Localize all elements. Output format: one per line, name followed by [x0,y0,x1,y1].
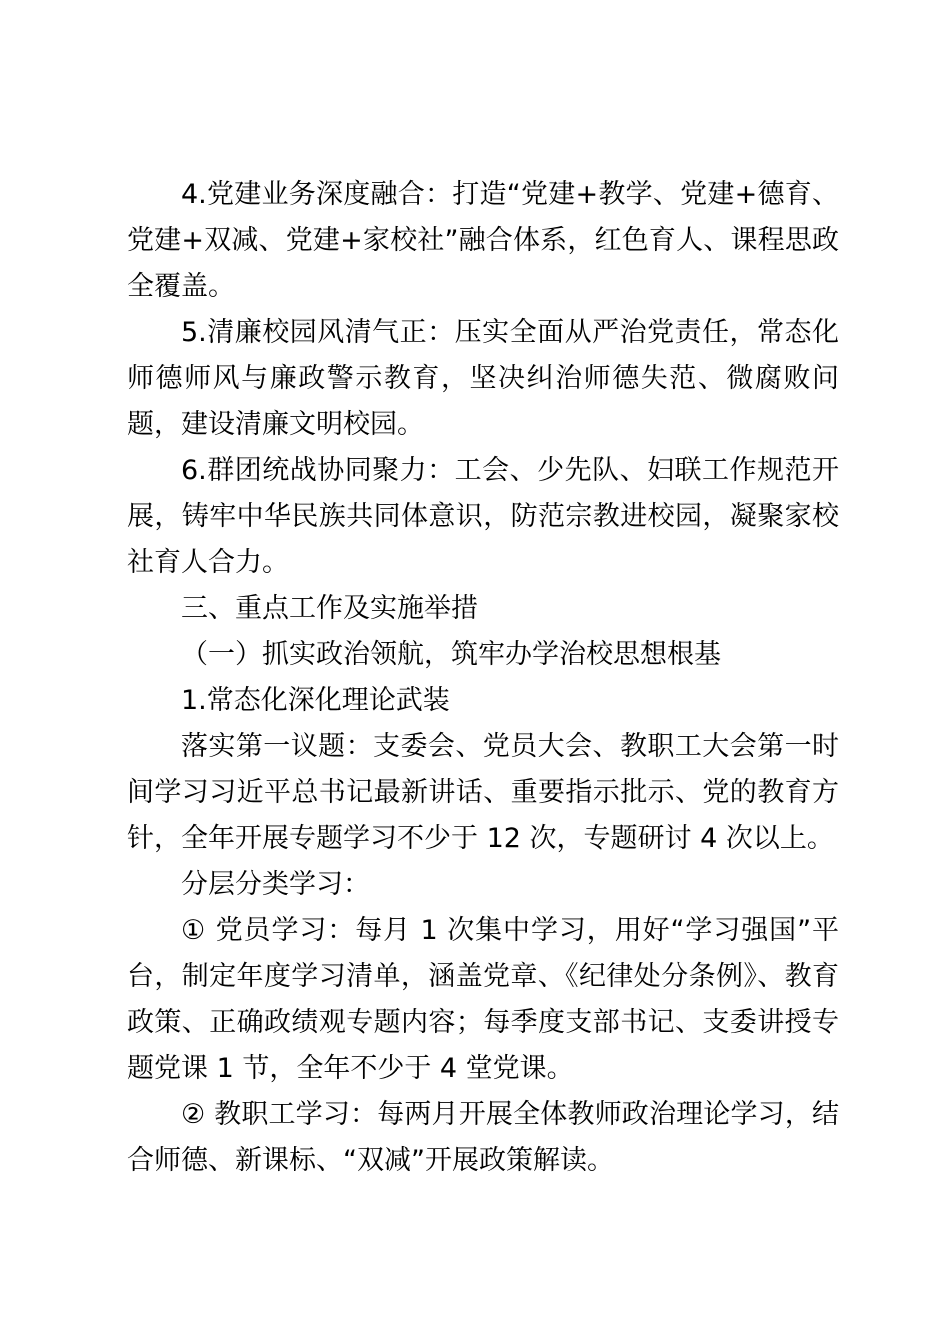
paragraph-party-business-integration: 4.党建业务深度融合：打造“党建+教学、党建+德育、党建+双减、党建+家校社”融合体系，红色育人、课程思政全覆盖。 [127,179,839,302]
paragraph-staff-study: ② 教职工学习：每两月开展全体教师政治理论学习，结合师德、新课标、“双减”开展政策解读。 [127,1099,839,1176]
paragraph-first-agenda: 落实第一议题：支委会、党员大会、教职工大会第一时间学习习近平总书记最新讲话、重要指示批示、党的教育方针，全年开展专题学习不少于 12 次，专题研讨 4 次以上。 [127,731,839,854]
section-heading-key-work: 三、重点工作及实施举措 [181,593,478,624]
subsection-heading-political-leadership: （一）抓实政治领航，筑牢办学治校思想根基 [181,639,721,670]
paragraph-clean-campus: 5.清廉校园风清气正：压实全面从严治党责任，常态化师德师风与廉政警示教育，坚决纠治师德失范、微腐败问题，建设清廉文明校园。 [127,317,839,440]
paragraph-mass-organizations: 6.群团统战协同聚力：工会、少先队、妇联工作规范开展，铸牢中华民族共同体意识，防范宗教进校园，凝聚家校社育人合力。 [127,455,839,578]
paragraph-party-member-study: ① 党员学习：每月 1 次集中学习，用好“学习强国”平台，制定年度学习清单，涵盖党章、《纪律处分条例》、教育政策、正确政绩观专题内容；每季度支部书记、支委讲授专题党课 1 节，全年不少于 4 堂党课。 [127,915,839,1084]
document-body [127,172,839,1184]
item-heading-theory-study: 1.常态化深化理论武装 [181,685,450,716]
paragraph-tiered-study: 分层分类学习： [181,869,370,900]
